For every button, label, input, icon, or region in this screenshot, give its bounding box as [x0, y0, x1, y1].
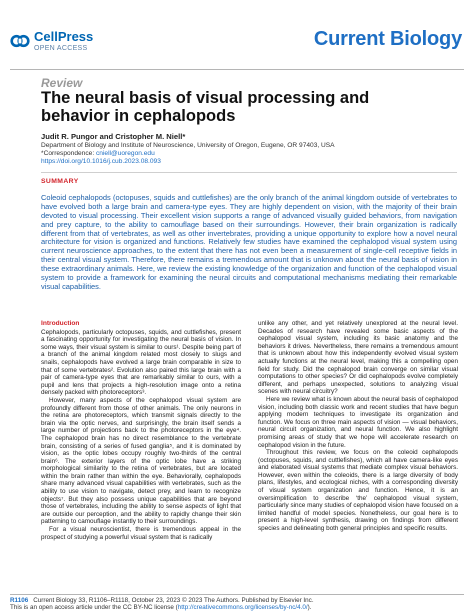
page-number: R1106: [10, 597, 29, 604]
journal-name[interactable]: Current Biology: [313, 28, 462, 50]
article-type: Review: [41, 76, 83, 90]
introduction-heading: Introduction: [41, 320, 80, 327]
body-paragraph: Throughout this review, we focus on the coleoid cephalopods (octopuses, squids, and cuttlefishes), which all have camera-like eyes and elaborated visual systems that mediate complex visual behaviors. However, even within the coleoids, there is a large diversity of body plans, lifestyles, and ecological niches, with a corresponding diversity of visual system organization and function. Hence, it is an oversimplification to describe ‘the’ cephalopod visual system, particularly since many studies of cephalopod vision have focused on a limited handful of model species. Nonetheless, our goal here is to present a high-level synthesis, drawing on findings from different species and delineating both general principles and specific results.: [258, 449, 458, 533]
summary-section: [41, 172, 457, 316]
publisher-name: CellPress: [34, 29, 94, 44]
footer-divider: [10, 594, 464, 595]
doi-link[interactable]: https://doi.org/10.1016/j.cub.2023.08.093: [41, 158, 161, 166]
body-column-right: [258, 320, 458, 533]
license-prefix: This is an open access article under the CC BY-NC license (: [10, 604, 178, 611]
page-header: [10, 30, 464, 70]
license-line: [10, 604, 464, 611]
affiliation: Department of Biology and Institute of Neuroscience, University of Oregon, Eugene, OR 97403, USA: [41, 142, 335, 149]
body-paragraph: Here we review what is known about the neural basis of cephalopod vision, including both classic work and recent studies that have begun applying modern techniques to investigate its organization and function. We focus on three main aspects of vision — visual behaviors, neural circuit organization, and neural function. We also highlight promising areas of study that we hope will accelerate research on cephalopod vision in the future.: [258, 395, 458, 449]
summary-text: Coleoid cephalopods (octopuses, squids and cuttlefishes) are the only branch of the animal kingdom outside of vertebrates to have evolved both a large brain and camera-type eyes. They are highly dependent on vision, with the majority of their brain devoted to visual processing. Their excellent vision supports a range of advanced visually guided behaviors, from navigation and prey capture, to the ability to camouflage based on their surroundings. However, their brain organization is radically different from that of vertebrates, as well as other invertebrates, providing a unique opportunity to explore how a novel neural architecture for vision is organized and functions. Relatively few studies have examined the cephalopod visual system using current neuroscience approaches, to the extent that there has not even been a measurement of single-cell receptive fields in their central visual system. Therefore, there remains a tremendous amount that is unknown about the neural basis of vision in these extraordinary animals. Here, we review the existing knowledge of the organization and function of the cephalopod visual system to provide a framework for examining the neural circuits and computational mechanisms mediating their remarkable visual capabilities.: [41, 193, 457, 291]
summary-heading: SUMMARY: [41, 178, 79, 185]
body-column-left: [41, 320, 241, 541]
author-list: Judit R. Pungor and Cristopher M. Niell*: [41, 132, 186, 141]
correspondence: [41, 150, 451, 158]
body-paragraph: For a visual neuroscientist, there is tremendous appeal in the prospect of studying a powerful visual system that is radically: [41, 526, 241, 541]
article-title: The neural basis of visual processing and behavior in cephalopods: [41, 89, 370, 125]
correspondence-email[interactable]: cniell@uoregon.edu: [95, 150, 155, 158]
license-link[interactable]: http://creativecommons.org/licenses/by-nc/4.0/: [177, 604, 308, 611]
page-footer: [10, 597, 464, 611]
body-paragraph: However, many aspects of the cephalopod visual system are profoundly different from those of other animals. The only neurons in the retina are photoreceptors, which transmit signals directly to the brain via the optic nerves, and surprisingly, the brain itself sends a large number of projections back to the photoreceptors in the eye⁴. The cephalopod brain has no direct resemblance to the vertebrate brain, consisting of a series of fused ganglia⁵, and it is dominated by vision, as the optic lobes occupy roughly two-thirds of the central brain⁶. The exterior layers of the optic lobe have a striking morphological similarity to the retina of vertebrates, but are located within the brain rather than within the eye. Behaviorally, cephalopods share many advanced visual capabilities with vertebrates, such as the ability to use vision to navigate, detect prey, and learn to recognize objects⁷. But they also possess unique capabilities that are beyond those of vertebrates, including the ability to sense aspects of light that are outside our perception, and the ability to rapidly change their skin patterning to camouflage instantly to their surroundings.: [41, 396, 241, 526]
correspondence-label: *Correspondence:: [41, 150, 96, 158]
affiliation-block: [41, 142, 451, 167]
header-divider: [10, 69, 464, 70]
cellpress-logo-icon: [10, 31, 30, 51]
body-paragraph: Cephalopods, particularly octopuses, squids, and cuttlefishes, present a fascinating opportunity for investigating the neural basis of vision. In some ways, their visual system is similar to ours¹. Despite being part of a branch of the animal kingdom related most closely to slugs and snails, cephalopods have evolved a large brain comparable in size to that of some vertebrates². Evolution also paired this large brain with a pair of camera-type eyes that are remarkably similar to ours, with a pupil and lens that projects a high-resolution image onto a retina densely packed with photoreceptors³.: [41, 328, 241, 397]
body-paragraph: unlike any other, and yet relatively unexplored at the neural level. Decades of research have revealed some basic aspects of the cephalopod visual system, including its basic anatomy and the behaviors it drives. Nevertheless, there remains a tremendous amount that is unknown about how this independently evolved visual system actually functions at the neural level, making this a compelling open field for study. Did the cephalopod brain converge on similar visual computations to other species? Or did cephalopods evolve completely different, and perhaps unexpected, solutions to analyzing visual scenes with neural circuitry?: [258, 320, 458, 396]
publisher-brand[interactable]: [10, 30, 93, 53]
license-suffix: ).: [307, 604, 312, 611]
citation-text: Current Biology 33, R1106–R1118, October 23, 2023 © 2023 The Authors. Published by Elsevier Inc.: [33, 597, 314, 604]
citation-line: [10, 597, 464, 604]
open-access-label: OPEN ACCESS: [34, 45, 88, 52]
